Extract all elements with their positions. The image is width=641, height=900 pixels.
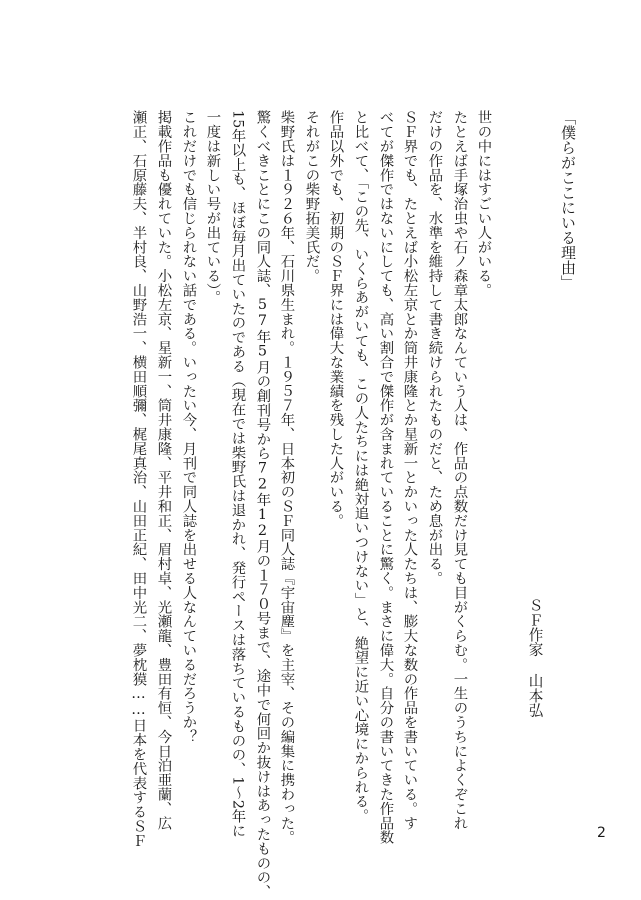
body-line: 驚くべきことにこの同人誌、57年5月の創刊号から72年12月の１７０号まで、途中で何回か抜けはあったものの、 (254, 110, 271, 899)
body-line: 柴野氏は１９２６年、石川県生まれ。１９５７年、日本初のＳＦ同人誌『宇宙塵』を主宰、その編集に携わった。 (278, 110, 295, 845)
body-line: ＳＦ界でも、たとえば小松左京とか筒井康隆とか星新一とかいった人たちは、膨大な数の作品を書いている。す (401, 110, 418, 830)
body-line: べてが傑作ではないにしても、高い割合で傑作が含まれていることに驚く。まさに偉大。自分の書いてきた作品数 (377, 110, 394, 845)
body-line: 掲載作品も優れていた。小松左京、星新一、筒井康隆、平井和正、眉村卓、光瀬龍、豊田有恒、今日泊亜蘭、広 (155, 110, 172, 830)
body-line: 瀬正、石原藤夫、半村良、山野浩一、横田順彌、梶尾真治、山田正紀、田中光二、夢枕獏……日本を代表するＳＦ (130, 110, 147, 848)
page-number: 2 (597, 825, 606, 841)
body-line: 作品以外でも、初期のＳＦ界には偉大な業績を残した人がいる。 (327, 110, 344, 528)
body-line: それがこの柴野拓美氏だ。 (303, 110, 320, 283)
body-line: 一度は新しい号が出ている）。 (204, 110, 221, 305)
body-line: 世の中にはすごい人がいる。 (475, 110, 492, 298)
body-line: と比べて、「この先、いくらあがいても、この人たちには絶対追いつけない」と、絶望に近い心境にかられる。 (352, 110, 369, 823)
body-line: 15年以上も、ほぼ毎月出ていたのである（現在では柴野氏は退かれ、発行ペースは落ちているものの、1～2年に (229, 110, 246, 838)
body-line: だけの作品を、水準を維持して書き続けられたものだと、ため息が出る。 (426, 110, 443, 586)
author-byline: ＳＦ作家 山本弘 (526, 598, 544, 718)
body-line: たとえば手塚治虫や石ノ森章太郎なんていう人は、作品の点数だけ見ても目がくらむ。一生のうちによくぞこれ (451, 110, 468, 830)
body-line: これだけでも信じられない話である。いったい今、月刊で同人誌を出せる人なんているだろうか？ (180, 110, 197, 744)
document-title: 「僕らがここにいる理由」 (559, 110, 577, 290)
